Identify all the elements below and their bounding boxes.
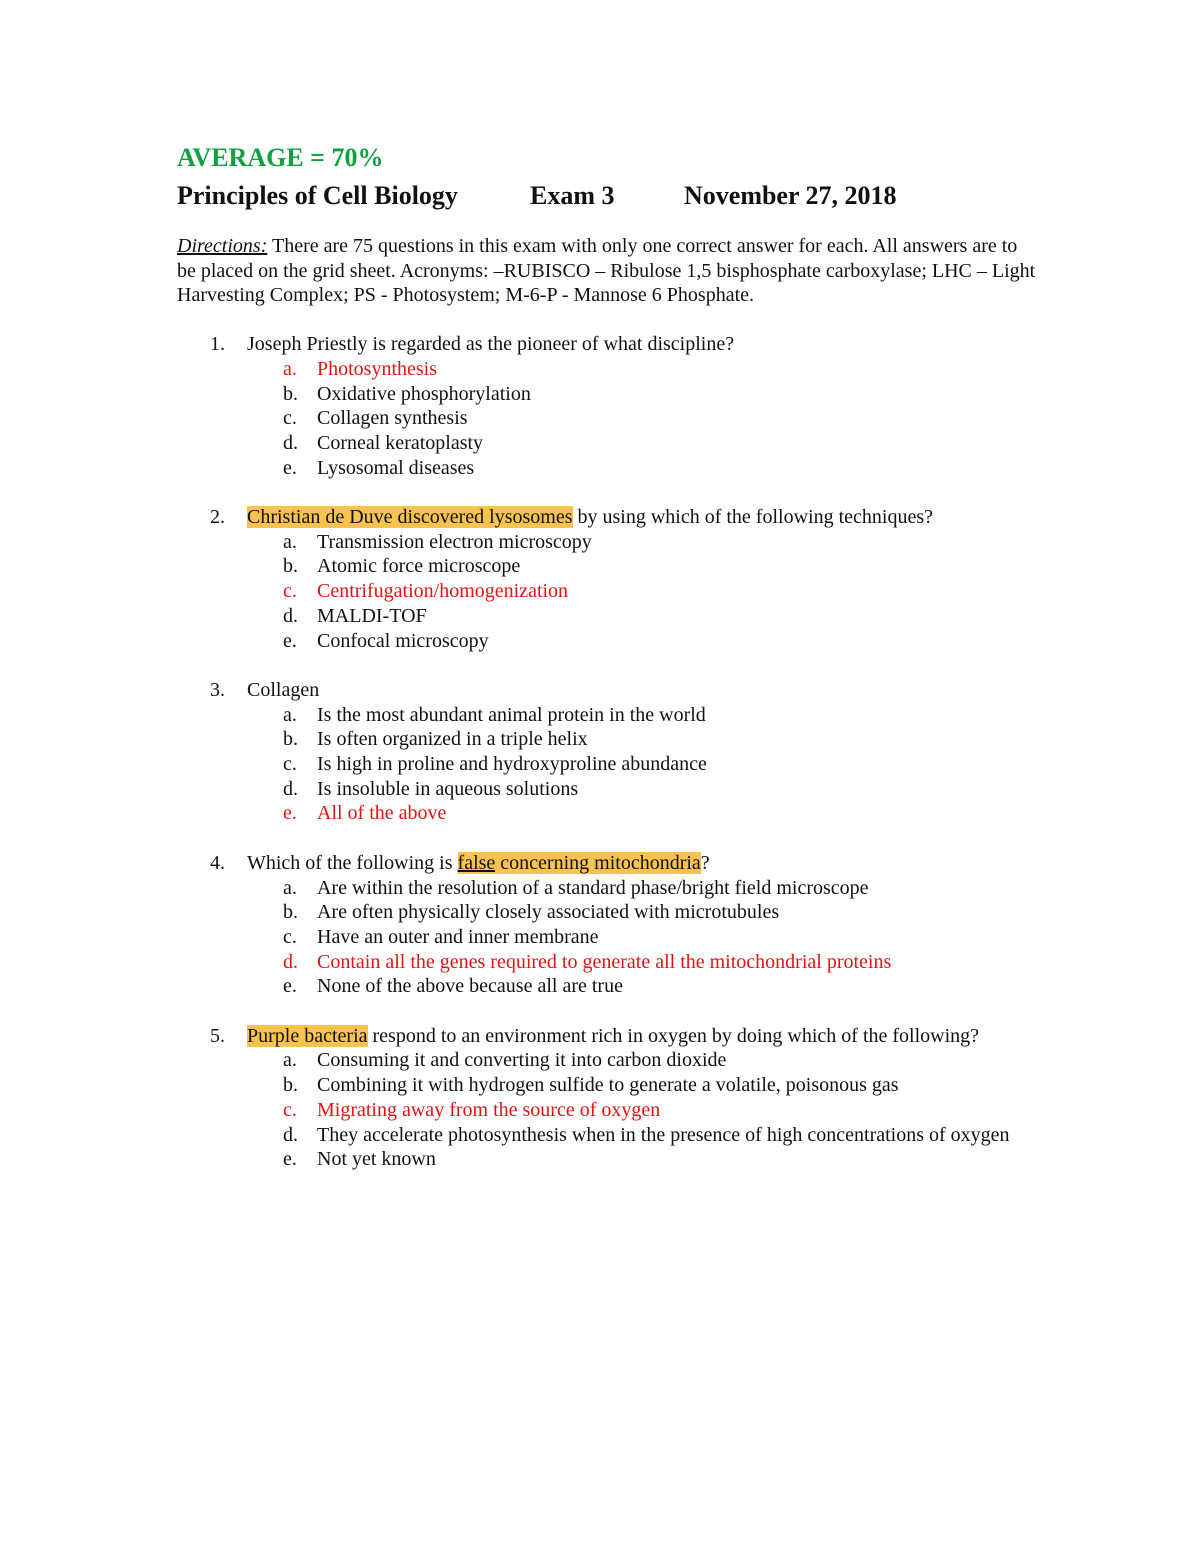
answer-option: [247, 382, 1037, 407]
answer-option: [247, 530, 1037, 555]
answer-option: [247, 777, 1037, 802]
question-number: 1.: [210, 333, 225, 356]
option-text: Photosynthesis: [317, 357, 438, 380]
stem-text: Which of the following is: [247, 851, 458, 874]
answer-option: [247, 876, 1037, 901]
option-text: They accelerate photosynthesis when in the presence of high concentrations of oxygen: [317, 1123, 1010, 1146]
correct-answer-option: [247, 950, 1037, 975]
option-label: b.: [283, 1074, 298, 1097]
option-label: a.: [283, 1049, 297, 1072]
option-label: a.: [283, 530, 297, 553]
question-stem: [247, 678, 1037, 703]
question-stem: [247, 851, 1037, 876]
answer-option: [247, 1048, 1037, 1073]
option-text: Atomic force microscope: [317, 555, 521, 578]
answer-option: [247, 406, 1037, 431]
answer-option: [247, 456, 1037, 481]
average-score: AVERAGE = 70%: [177, 143, 384, 172]
option-label: c.: [283, 753, 297, 776]
option-label: a.: [283, 357, 297, 380]
question-number: 2.: [210, 506, 225, 529]
option-text: Corneal keratoplasty: [317, 431, 484, 454]
option-text: Not yet known: [317, 1148, 436, 1171]
option-label: e.: [283, 1148, 297, 1171]
question-number: 3.: [210, 678, 225, 701]
option-text: Is often organized in a triple helix: [317, 728, 588, 751]
answer-option: [247, 703, 1037, 728]
option-text: All of the above: [317, 802, 447, 825]
option-label: d.: [283, 950, 298, 973]
option-text: Confocal microscopy: [317, 629, 489, 652]
option-text: Collagen synthesis: [317, 407, 468, 430]
question-3: [177, 678, 1037, 826]
answer-options: [247, 1048, 1037, 1172]
option-label: b.: [283, 901, 298, 924]
option-label: a.: [283, 703, 297, 726]
option-label: d.: [283, 777, 298, 800]
correct-answer-option: [247, 579, 1037, 604]
highlighted-text: Christian de Duve discovered lysosomes: [247, 506, 573, 529]
question-list: [177, 332, 1037, 1172]
option-text: Oxidative phosphorylation: [317, 382, 531, 405]
answer-option: [247, 925, 1037, 950]
option-label: d.: [283, 431, 298, 454]
exam-page: [177, 138, 1037, 1197]
answer-option: [247, 1073, 1037, 1098]
answer-option: [247, 629, 1037, 654]
answer-option: [247, 554, 1037, 579]
option-label: c.: [283, 925, 297, 948]
highlighted-text: false: [457, 851, 496, 874]
option-text: Centrifugation/homogenization: [317, 580, 569, 603]
question-1: [177, 332, 1037, 480]
option-label: b.: [283, 382, 298, 405]
option-label: a.: [283, 876, 297, 899]
question-5: [177, 1024, 1037, 1172]
exam-title-row: [177, 178, 1037, 214]
option-label: d.: [283, 1123, 298, 1146]
option-label: e.: [283, 975, 297, 998]
option-label: e.: [283, 456, 297, 479]
option-text: Is insoluble in aqueous solutions: [317, 777, 579, 800]
option-label: c.: [283, 580, 297, 603]
answer-options: [247, 530, 1037, 654]
question-4: [177, 851, 1037, 999]
answer-options: [247, 703, 1037, 827]
answer-option: [247, 1123, 1037, 1148]
option-label: c.: [283, 407, 297, 430]
course-title: Principles of Cell Biology: [177, 181, 458, 210]
option-text: Are often physically closely associated with microtubules: [317, 901, 780, 924]
answer-options: [247, 357, 1037, 481]
option-text: Contain all the genes required to generate all the mitochondrial proteins: [317, 950, 892, 973]
directions-label: Directions:: [177, 235, 268, 257]
question-number: 5.: [210, 1024, 225, 1047]
answer-option: [247, 431, 1037, 456]
correct-answer-option: [247, 801, 1037, 826]
option-label: b.: [283, 555, 298, 578]
question-stem: [247, 332, 1037, 357]
answer-option: [247, 604, 1037, 629]
stem-text: ?: [700, 851, 710, 874]
exam-number: Exam 3: [530, 181, 615, 210]
exam-date: November 27, 2018: [684, 181, 897, 210]
option-label: e.: [283, 802, 297, 825]
option-label: b.: [283, 728, 298, 751]
option-label: e.: [283, 629, 297, 652]
option-text: Migrating away from the source of oxygen: [317, 1098, 661, 1121]
stem-text: Collagen: [247, 678, 320, 701]
answer-option: [247, 1147, 1037, 1172]
option-text: Combining it with hydrogen sulfide to generate a volatile, poisonous gas: [317, 1074, 899, 1097]
option-text: Have an outer and inner membrane: [317, 925, 599, 948]
answer-option: [247, 727, 1037, 752]
option-text: MALDI-TOF: [317, 604, 427, 627]
answer-option: [247, 900, 1037, 925]
question-2: [177, 505, 1037, 653]
stem-text: by using which of the following techniques?: [572, 506, 933, 529]
answer-option: [247, 752, 1037, 777]
question-stem: [247, 505, 1037, 530]
answer-option: [247, 974, 1037, 999]
option-label: d.: [283, 604, 298, 627]
correct-answer-option: [247, 1098, 1037, 1123]
question-stem: [247, 1024, 1037, 1049]
option-text: Lysosomal diseases: [317, 456, 475, 479]
option-text: Transmission electron microscopy: [317, 530, 592, 553]
option-text: None of the above because all are true: [317, 975, 623, 998]
option-text: Is high in proline and hydroxyproline abundance: [317, 753, 707, 776]
option-text: Consuming it and converting it into carbon dioxide: [317, 1049, 727, 1072]
highlighted-text: concerning mitochondria: [495, 851, 701, 874]
question-number: 4.: [210, 851, 225, 874]
answer-options: [247, 876, 1037, 1000]
option-text: Is the most abundant animal protein in the world: [317, 703, 706, 726]
directions-text: There are 75 questions in this exam with only one correct answer for each. All answers are to be placed on the grid sheet. Acronyms: –RUBISCO – Ribulose 1,5 bisphosphate carboxylase; LHC – Light Harvesting Complex; PS - Photosystem; M-6-P - Mannose 6 Phosphate.: [177, 235, 1036, 307]
highlighted-text: Purple bacteria: [247, 1024, 368, 1047]
stem-text: Joseph Priestly is regarded as the pioneer of what discipline?: [247, 333, 735, 356]
directions-paragraph: [177, 234, 1037, 308]
correct-answer-option: [247, 357, 1037, 382]
option-text: Are within the resolution of a standard phase/bright field microscope: [317, 876, 869, 899]
option-label: c.: [283, 1098, 297, 1121]
stem-text: respond to an environment rich in oxygen by doing which of the following?: [367, 1024, 980, 1047]
